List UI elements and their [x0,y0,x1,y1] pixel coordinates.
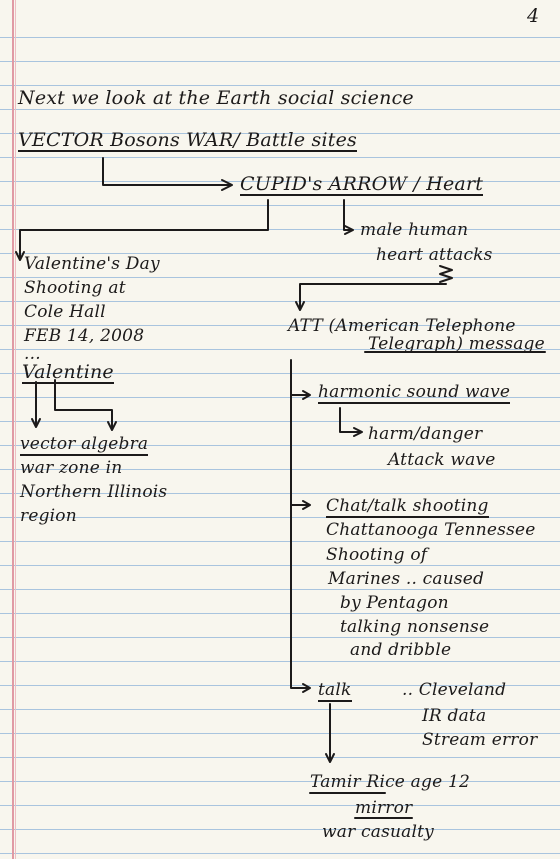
line-vector-bosons: VECTOR Bosons WAR/ Battle sites [18,129,357,151]
arrow-valentine-to-war [55,380,112,428]
line-talking-nonsense: talking nonsense [340,617,490,637]
line-and-dribble: and dribble [350,640,452,660]
line-att-1: ATT (American Telephone [288,316,516,336]
line-vector-algebra: vector algebra [20,434,149,454]
line-ir-data: IR data [422,706,487,726]
line-mirror: mirror [355,798,413,818]
line-cleveland: .. Cleveland [402,680,507,700]
page-number: 4 [527,5,540,27]
arrow-to-att [300,284,446,308]
line-male-human: male human [360,220,469,240]
line-cupids-arrow: CUPID's ARROW / Heart [240,173,484,195]
line-cole-hall: Cole Hall [24,302,106,322]
line-tamir-rice: Tamir Rice age 12 [310,772,470,792]
line-stream-error: Stream error [422,730,538,750]
line-war-zone: war zone in [20,458,123,478]
line-marines: Marines .. caused [328,569,485,589]
line-intro: Next we look at the Earth social science [18,87,414,109]
line-heart-attacks: heart attacks [376,245,493,265]
line-chat-talk-shooting: Chat/talk shooting [326,496,489,516]
line-chattanooga: Chattanooga Tennessee [326,520,536,540]
line-region: region [20,506,77,526]
line-attack-wave: Attack wave [388,450,496,470]
line-shooting-of: Shooting of [326,545,428,565]
line-by-pentagon: by Pentagon [340,593,449,613]
line-talk: talk [318,680,352,700]
line-att-2: Telegraph) message [368,334,545,354]
line-war-casualty: war casualty [322,822,434,842]
line-harmonic-sound-wave: harmonic sound wave [318,382,511,402]
trunk-line [291,360,308,688]
line-harm-danger: harm/danger [368,424,483,444]
line-ellipsis: ... [24,344,41,364]
spring-squiggle [440,266,452,282]
arrow-vector-to-cupid [103,158,230,185]
line-northern-illinois: Northern Illinois [20,482,168,502]
line-valentine: Valentine [22,361,114,383]
line-date: FEB 14, 2008 [24,326,145,346]
arrow-cupid-to-valentines [20,200,268,258]
line-shooting-at: Shooting at [24,278,126,298]
line-valentines-day: Valentine's Day [24,254,160,274]
